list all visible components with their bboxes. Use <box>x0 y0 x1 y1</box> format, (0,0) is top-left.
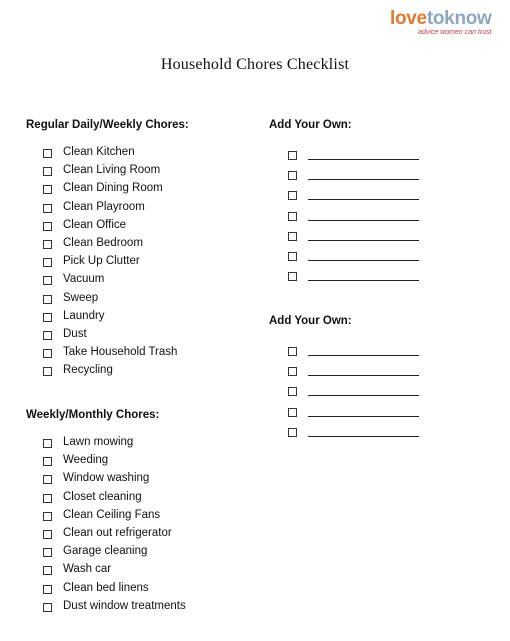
custom-chore-input[interactable] <box>308 395 419 396</box>
checkbox[interactable] <box>43 530 52 539</box>
regular-chores-heading: Regular Daily/Weekly Chores: <box>26 119 189 131</box>
checkbox[interactable] <box>288 272 297 281</box>
checklist-item-label: Vacuum <box>63 273 105 286</box>
checklist-item-label: Clean Bedroom <box>63 236 143 249</box>
checkbox[interactable] <box>43 185 52 194</box>
checklist-item-label: Sweep <box>63 291 99 304</box>
custom-chore-input[interactable] <box>308 280 419 281</box>
custom-chore-input[interactable] <box>308 240 419 241</box>
checklist-item-label: Dust <box>63 327 87 340</box>
logo-to: to <box>426 8 445 29</box>
add-your-own-heading-2: Add Your Own: <box>269 315 352 327</box>
checklist-item-label: Weeding <box>63 454 109 467</box>
checklist-item-label: Clean Playroom <box>63 200 145 213</box>
monthly-chores-heading: Weekly/Monthly Chores: <box>26 409 160 421</box>
checkbox[interactable] <box>43 204 52 213</box>
checkbox[interactable] <box>43 457 52 466</box>
checkbox[interactable] <box>43 313 52 322</box>
logo-wordmark <box>390 8 492 30</box>
checkbox[interactable] <box>43 295 52 304</box>
checkbox[interactable] <box>43 585 52 594</box>
checklist-item-label: Take Household Trash <box>63 346 178 359</box>
checkbox[interactable] <box>43 548 52 557</box>
checkbox[interactable] <box>43 603 52 612</box>
checkbox[interactable] <box>43 167 52 176</box>
logo-love: love <box>390 8 427 29</box>
logo-know: know <box>444 8 492 29</box>
custom-chore-input[interactable] <box>308 260 419 261</box>
checklist-item-label: Wash car <box>63 563 112 576</box>
checkbox[interactable] <box>288 151 297 160</box>
custom-chore-input[interactable] <box>308 220 419 221</box>
checklist-item-label: Garage cleaning <box>63 545 148 558</box>
checkbox[interactable] <box>43 367 52 376</box>
checklist-item-label: Dust window treatments <box>63 599 186 612</box>
checkbox[interactable] <box>288 408 297 417</box>
logo-tagline: advice women can trust <box>418 29 492 36</box>
custom-chore-input[interactable] <box>308 179 419 180</box>
custom-chore-input[interactable] <box>308 436 419 437</box>
checkbox[interactable] <box>288 232 297 241</box>
custom-chore-input[interactable] <box>308 375 419 376</box>
checklist-item-label: Clean out refrigerator <box>63 526 172 539</box>
checkbox[interactable] <box>288 252 297 261</box>
checklist-item-label: Lawn mowing <box>63 436 134 448</box>
add-your-own-heading-1: Add Your Own: <box>269 119 352 131</box>
checkbox[interactable] <box>288 428 297 437</box>
checkbox[interactable] <box>288 387 297 396</box>
custom-chore-input[interactable] <box>308 416 419 417</box>
checkbox[interactable] <box>288 347 297 356</box>
checklist-item-label: Clean bed linens <box>63 581 149 594</box>
custom-chore-input[interactable] <box>308 159 419 160</box>
checklist-item-label: Clean Living Room <box>63 164 161 177</box>
checkbox[interactable] <box>288 191 297 200</box>
checkbox[interactable] <box>43 222 52 231</box>
custom-chore-input[interactable] <box>308 355 419 356</box>
checklist-item-label: Laundry <box>63 309 105 322</box>
checkbox[interactable] <box>43 512 52 521</box>
checkbox[interactable] <box>43 276 52 285</box>
checkbox[interactable] <box>43 349 52 358</box>
checkbox[interactable] <box>43 566 52 575</box>
checklist-item-label: Clean Dining Room <box>63 182 163 195</box>
checklist-item-label: Pick Up Clutter <box>63 255 140 268</box>
checkbox[interactable] <box>43 331 52 340</box>
checkbox[interactable] <box>288 171 297 180</box>
checkbox[interactable] <box>43 475 52 484</box>
checkbox[interactable] <box>43 240 52 249</box>
checklist-item-label: Clean Office <box>63 218 127 231</box>
lovetoknow-logo <box>390 8 502 42</box>
checklist-item-label: Closet cleaning <box>63 490 142 503</box>
checklist-item-label: Clean Ceiling Fans <box>63 508 161 521</box>
checkbox[interactable] <box>43 494 52 503</box>
custom-chore-input[interactable] <box>308 199 419 200</box>
checklist-item-label: Clean Kitchen <box>63 146 135 158</box>
checklist-item-label: Window washing <box>63 472 150 485</box>
checkbox[interactable] <box>43 439 52 448</box>
checklist-item-label: Recycling <box>63 364 113 377</box>
checkbox[interactable] <box>43 149 52 158</box>
checkbox[interactable] <box>43 258 52 267</box>
checkbox[interactable] <box>288 212 297 221</box>
checkbox[interactable] <box>288 367 297 376</box>
document-title: Household Chores Checklist <box>160 56 350 73</box>
